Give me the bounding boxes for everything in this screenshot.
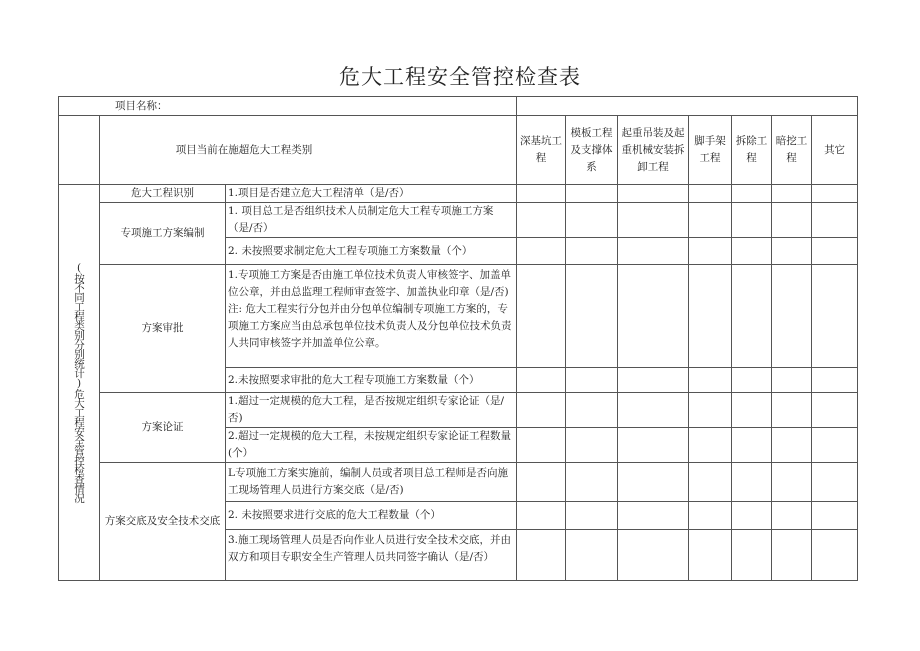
input-cell[interactable] [772, 502, 812, 530]
input-cell[interactable] [812, 265, 858, 368]
input-cell[interactable] [618, 265, 689, 368]
project-name-label-cell [59, 97, 517, 116]
category-header: 项目当前在施超危大工程类别 [100, 116, 517, 185]
item-text: L专项施工方案实施前，编制人员或者项目总工程师是否向施工现场管理人员进行方案交底（是/否) [226, 463, 517, 502]
input-cell[interactable] [772, 368, 812, 393]
group-name: 方案交底及安全技术交底 [100, 463, 226, 581]
input-cell[interactable] [732, 265, 772, 368]
input-cell[interactable] [689, 238, 732, 265]
input-cell[interactable] [618, 428, 689, 463]
input-cell[interactable] [517, 463, 566, 502]
input-cell[interactable] [812, 238, 858, 265]
input-cell[interactable] [517, 203, 566, 238]
input-cell[interactable] [517, 368, 566, 393]
item-text: 2.超过一定规模的危大工程，未按规定组织专家论证工程数量(个） [226, 428, 517, 463]
side-label-cell [59, 185, 100, 581]
item-text: 2. 未按照要求进行交底的危大工程数量（个） [226, 502, 517, 530]
group-name: 方案论证 [100, 393, 226, 463]
input-cell[interactable] [732, 185, 772, 203]
input-cell[interactable] [517, 238, 566, 265]
input-cell[interactable] [618, 185, 689, 203]
input-cell[interactable] [732, 393, 772, 428]
input-cell[interactable] [732, 502, 772, 530]
input-cell[interactable] [732, 203, 772, 238]
input-cell[interactable] [618, 238, 689, 265]
input-cell[interactable] [618, 530, 689, 581]
col-formwork: 模板工程及支撑体系 [566, 116, 618, 185]
input-cell[interactable] [732, 428, 772, 463]
input-cell[interactable] [689, 502, 732, 530]
inspection-table [58, 96, 858, 581]
input-cell[interactable] [689, 530, 732, 581]
input-cell[interactable] [566, 502, 618, 530]
input-cell[interactable] [517, 502, 566, 530]
project-name-value[interactable] [517, 97, 858, 116]
input-cell[interactable] [812, 185, 858, 203]
input-cell[interactable] [566, 185, 618, 203]
input-cell[interactable] [618, 368, 689, 393]
input-cell[interactable] [566, 265, 618, 368]
input-cell[interactable] [689, 203, 732, 238]
input-cell[interactable] [689, 185, 732, 203]
input-cell[interactable] [812, 393, 858, 428]
input-cell[interactable] [689, 265, 732, 368]
input-cell[interactable] [566, 428, 618, 463]
input-cell[interactable] [732, 530, 772, 581]
item-text: 1.专项施工方案是否由施工单位技术负责人审核签字、加盖单位公章，并由总监理工程师审查签字、加盖执业印章（是/否)注: 危大工程实行分包并由分包单位编制专项施工方案的，专项施工方案应当由总承包单位技术负责人及分包单位技术负责人共同审核签字并加盖单位公章。 [226, 265, 517, 368]
group-name: 专项施工方案编制 [100, 203, 226, 265]
header-empty-cell [59, 116, 100, 185]
input-cell[interactable] [517, 428, 566, 463]
input-cell[interactable] [812, 428, 858, 463]
input-cell[interactable] [772, 393, 812, 428]
item-text: 1. 项目总工是否组织技术人员制定危大工程专项施工方案（是/否） [226, 203, 517, 238]
item-text: 1.项目是否建立危大工程清单（是/否） [226, 185, 517, 203]
input-cell[interactable] [772, 463, 812, 502]
group-name: 危大工程识别 [100, 185, 226, 203]
input-cell[interactable] [772, 265, 812, 368]
input-cell[interactable] [618, 502, 689, 530]
input-cell[interactable] [689, 428, 732, 463]
item-text: 2.未按照要求审批的危大工程专项施工方案数量（个） [226, 368, 517, 393]
input-cell[interactable] [517, 185, 566, 203]
group-name: 方案审批 [100, 265, 226, 393]
col-scaffold: 脚手架工程 [689, 116, 732, 185]
input-cell[interactable] [772, 203, 812, 238]
col-excavation: 暗挖工程 [772, 116, 812, 185]
input-cell[interactable] [566, 203, 618, 238]
input-cell[interactable] [732, 463, 772, 502]
input-cell[interactable] [772, 530, 812, 581]
input-cell[interactable] [689, 368, 732, 393]
input-cell[interactable] [812, 502, 858, 530]
input-cell[interactable] [566, 393, 618, 428]
input-cell[interactable] [618, 463, 689, 502]
input-cell[interactable] [812, 530, 858, 581]
col-deep-foundation: 深基坑工程 [517, 116, 566, 185]
input-cell[interactable] [566, 530, 618, 581]
input-cell[interactable] [517, 393, 566, 428]
input-cell[interactable] [732, 368, 772, 393]
input-cell[interactable] [772, 185, 812, 203]
input-cell[interactable] [689, 393, 732, 428]
input-cell[interactable] [618, 393, 689, 428]
col-other: 其它 [812, 116, 858, 185]
col-demolition: 拆除工程 [732, 116, 772, 185]
input-cell[interactable] [566, 368, 618, 393]
input-cell[interactable] [732, 238, 772, 265]
item-text: 1.超过一定规模的危大工程，是否按规定组织专家论证（是/否) [226, 393, 517, 428]
item-text: 2. 未按照要求制定危大工程专项施工方案数量（个） [226, 238, 517, 265]
input-cell[interactable] [689, 463, 732, 502]
side-label: (按不同工程类别分别统计)危大工程安全管控检查情况 [73, 262, 85, 503]
input-cell[interactable] [772, 428, 812, 463]
input-cell[interactable] [812, 203, 858, 238]
input-cell[interactable] [618, 203, 689, 238]
input-cell[interactable] [772, 238, 812, 265]
input-cell[interactable] [517, 530, 566, 581]
input-cell[interactable] [566, 238, 618, 265]
input-cell[interactable] [566, 463, 618, 502]
input-cell[interactable] [812, 463, 858, 502]
input-cell[interactable] [517, 265, 566, 368]
col-lifting: 起重吊装及起重机械安装拆卸工程 [618, 116, 689, 185]
page-title: 危大工程安全管控检查表 [339, 65, 581, 89]
input-cell[interactable] [812, 368, 858, 393]
project-name-label: 项目名称： [115, 99, 168, 112]
item-text: 3.施工现场管理人员是否向作业人员进行安全技术交底，并由双方和项目专职安全生产管理人员共同签字确认（是/否） [226, 530, 517, 581]
